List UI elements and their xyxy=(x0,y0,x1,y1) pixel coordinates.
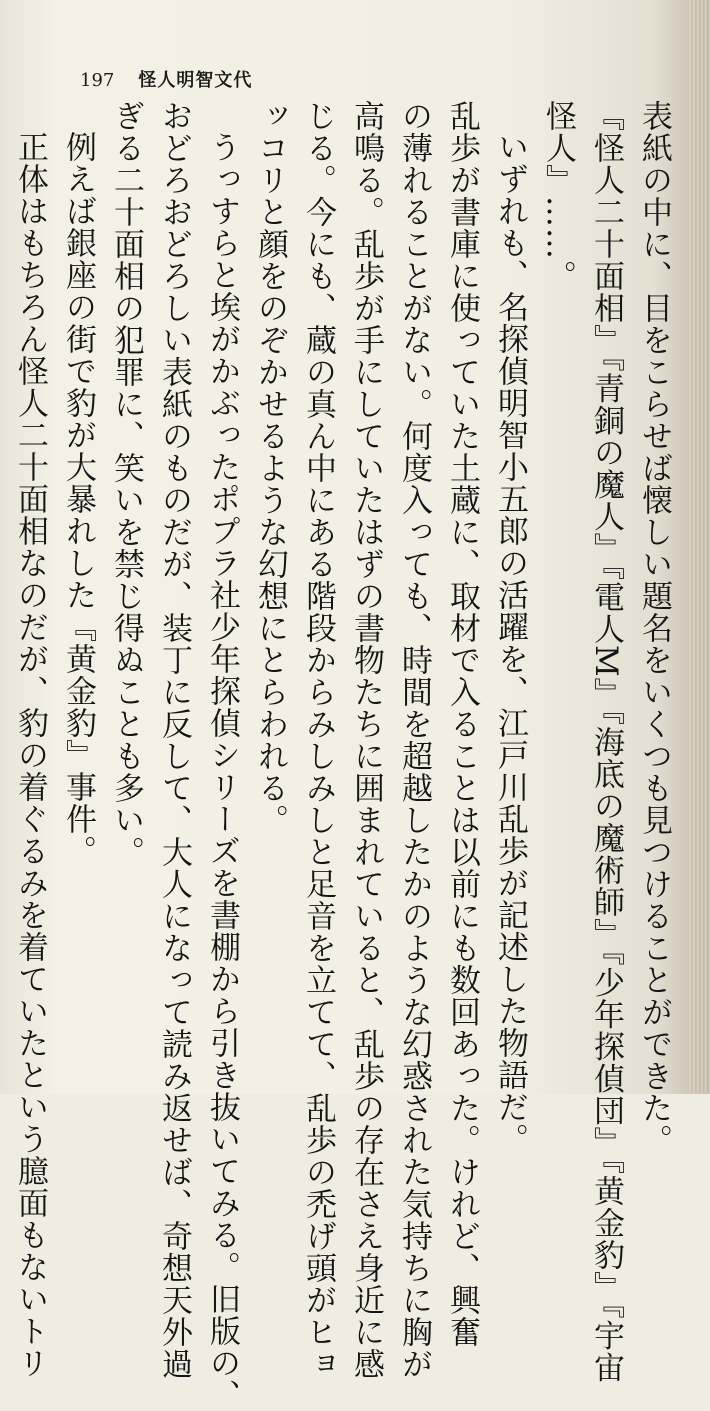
text-line: 高鳴る。乱歩が手にしていたはずの書物たちに囲まれていると、乱歩の存在さえ身近に感 xyxy=(348,100,384,1380)
text-line: 表紙の中に、目をこらせば懐しい題名をいくつも見つけることができた。 xyxy=(636,100,672,1156)
text-line: じる。今にも、蔵の真ん中にある階段からみしみしと足音を立てて、乱歩の禿げ頭がヒョ xyxy=(300,100,336,1380)
page-edge-shadow xyxy=(688,0,710,1094)
text-line: ぎる二十面相の犯罪に、笑いを禁じ得ぬことも多い。 xyxy=(108,100,144,868)
text-line: ッコリと顔をのぞかせるような幻想にとらわれる。 xyxy=(252,100,288,836)
text-line: うっすらと埃がかぶったポプラ社少年探偵シリーズを書棚から引き抜いてみる。旧版の、 xyxy=(204,131,240,1411)
text-line: 正体はもちろん怪人二十面相なのだが、豹の着ぐるみを着ていたという臆面もないトリ xyxy=(12,131,48,1379)
text-line: の薄れることがない。何度入っても、時間を超越したかのような幻惑された気持ちに胸が xyxy=(396,100,432,1380)
text-line: 乱歩が書庫に使っていた土蔵に、取材で入ることは以前にも数回あった。けれど、興奮 xyxy=(444,100,480,1348)
text-line: 例えば銀座の街で豹が大暴れした『黄金豹』事件。 xyxy=(60,131,96,867)
running-title: 怪人明智文代 xyxy=(138,70,253,91)
text-line: 『怪人二十面相』『青銅の魔人』『電人M』『海底の魔術師』『少年探偵団』『黄金豹』『宇宙 xyxy=(588,100,624,1384)
text-line: おどろおどろしい表紙のものだが、装丁に反して、大人になって読み返せば、奇想天外過 xyxy=(156,100,192,1380)
page-header xyxy=(80,66,252,92)
vertical-text-block xyxy=(0,100,678,1411)
text-line: いずれも、名探偵明智小五郎の活躍を、江戸川乱歩が記述した物語だ。 xyxy=(492,131,528,1155)
text-line: 怪人』……。 xyxy=(540,100,576,292)
page-number: 197 xyxy=(80,70,115,91)
